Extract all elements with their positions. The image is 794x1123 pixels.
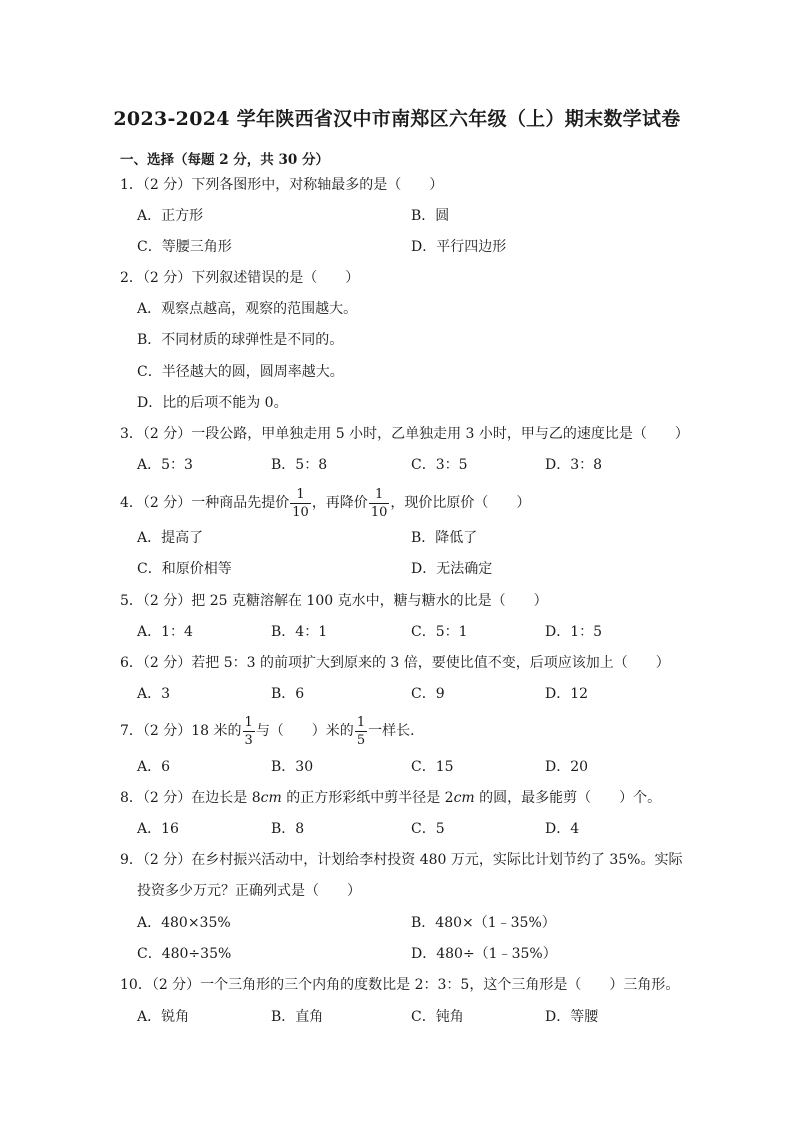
q9-option-a: A．480×35% (137, 915, 231, 931)
q7-fraction-1-numerator: 1 (244, 714, 253, 730)
q7-fraction-2-denominator: 5 (356, 732, 366, 748)
q4-option-d: D．无法确定 (411, 561, 493, 577)
q8-option-c: C．5 (411, 821, 445, 837)
q1-option-a: A．正方形 (137, 208, 204, 224)
q7-option-a: A．6 (137, 759, 171, 775)
q10-option-d: D．等腰 (545, 1009, 599, 1025)
q8-text-pre: 8．（2 分）在边长是 8 (120, 790, 261, 806)
q4-fraction-2-numerator: 1 (369, 488, 390, 504)
q5-option-a: A．1：4 (137, 624, 193, 640)
q7-option-b: B．30 (271, 759, 314, 775)
q4-fraction-2 (369, 488, 390, 519)
q2-option-d: D．比的后项不能为 0。 (137, 395, 288, 411)
question-8 (120, 789, 661, 807)
question-2: 2．（2 分）下列叙述错误的是（ ） (120, 270, 360, 286)
q7-fraction-2 (355, 716, 367, 747)
q4-fraction-1-numerator: 1 (290, 488, 311, 504)
q4-option-b: B．降低了 (411, 530, 478, 546)
q10-option-a: A．锐角 (137, 1009, 190, 1025)
q4-fraction-1-denominator: 10 (292, 504, 309, 520)
q5-option-b: B．4：1 (271, 624, 328, 640)
q8-option-b: B．8 (271, 821, 305, 837)
q8-unit-2: cm (453, 790, 475, 806)
q8-unit-1: cm (260, 790, 282, 806)
question-9-line-2: 投资多少万元？正确列式是（ ） (137, 883, 361, 899)
q4-option-c: C．和原价相等 (137, 561, 232, 577)
q3-option-c: C．3：5 (411, 457, 468, 473)
q6-option-c: C．9 (411, 686, 445, 702)
question-1: 1．（2 分）下列各图形中，对称轴最多的是（ ） (120, 177, 444, 193)
q4-fraction-1 (290, 488, 311, 519)
q7-text-post: 一样长． (368, 723, 425, 739)
q6-option-b: B．6 (271, 686, 305, 702)
q9-option-c: C．480÷35% (137, 946, 232, 962)
question-6: 6．（2 分）若把 5：3 的前项扩大到原来的 3 倍，要使比值不变，后项应该加上（ ） (120, 655, 670, 671)
q8-text-post: 的圆，最多能剪（ ）个。 (474, 790, 662, 806)
question-10: 10．（2 分）一个三角形的三个内角的度数比是 2：3：5，这个三角形是（ ）三角形。 (120, 977, 680, 993)
q8-option-a: A．16 (137, 821, 179, 837)
q9-option-b: B．480×（1﹣35%） (411, 915, 556, 931)
q7-option-c: C．15 (411, 759, 454, 775)
q8-option-d: D．4 (545, 821, 580, 837)
q6-option-d: D．12 (545, 686, 589, 702)
question-4 (120, 486, 530, 520)
q6-option-a: A．3 (137, 686, 171, 702)
q7-fraction-1-denominator: 3 (244, 732, 253, 748)
q4-fraction-2-denominator: 10 (370, 504, 388, 520)
section-heading: 一、选择（每题 2 分，共 30 分） (120, 152, 329, 168)
q4-option-a: A．提高了 (137, 530, 204, 546)
q7-fraction-1 (243, 716, 255, 747)
q10-option-b: B．直角 (271, 1009, 324, 1025)
q3-option-b: B．5：8 (271, 457, 328, 473)
q3-option-a: A．5：3 (137, 457, 193, 473)
q1-option-c: C．等腰三角形 (137, 239, 232, 255)
q2-option-a: A．观察点越高，观察的范围越大。 (137, 301, 358, 317)
q1-option-d: D．平行四边形 (411, 239, 507, 255)
q5-option-d: D．1：5 (545, 624, 603, 640)
q2-option-c: C．半径越大的圆，圆周率越大。 (137, 364, 344, 380)
question-5: 5．（2 分）把 25 克糖溶解在 100 克水中，糖与糖水的比是（ ） (120, 593, 548, 609)
q3-option-d: D．3：8 (545, 457, 603, 473)
q4-text-post: ，现价比原价（ ） (390, 495, 531, 511)
q9-option-d: D．480÷（1﹣35%） (411, 946, 557, 962)
q10-option-c: C．钝角 (411, 1009, 464, 1025)
question-9-line-1: 9．（2 分）在乡村振兴活动中，计划给李村投资 480 万元，实际比计划节约了 35%。实际 (120, 852, 683, 868)
q7-text-pre: 7．（2 分）18 米的 (120, 723, 242, 739)
q4-text-mid: ，再降价 (311, 495, 368, 511)
q7-option-d: D．20 (545, 759, 589, 775)
question-7 (120, 714, 424, 748)
q7-text-mid: 与（ ）米的 (255, 723, 354, 739)
q5-option-c: C．5：1 (411, 624, 468, 640)
page-title: 2023-2024 学年陕西省汉中市南郑区六年级（上）期末数学试卷 (113, 108, 681, 130)
question-3: 3．（2 分）一段公路，甲单独走用 5 小时，乙单独走用 3 小时，甲与乙的速度比是（ ） (120, 426, 689, 442)
q4-text-pre: 4．（2 分）一种商品先提价 (120, 495, 290, 511)
q1-option-b: B．圆 (411, 208, 450, 224)
q7-fraction-2-numerator: 1 (356, 714, 366, 730)
q2-option-b: B．不同材质的球弹性是不同的。 (137, 332, 344, 348)
q8-text-mid: 的正方形彩纸中剪半径是 2 (281, 790, 454, 806)
